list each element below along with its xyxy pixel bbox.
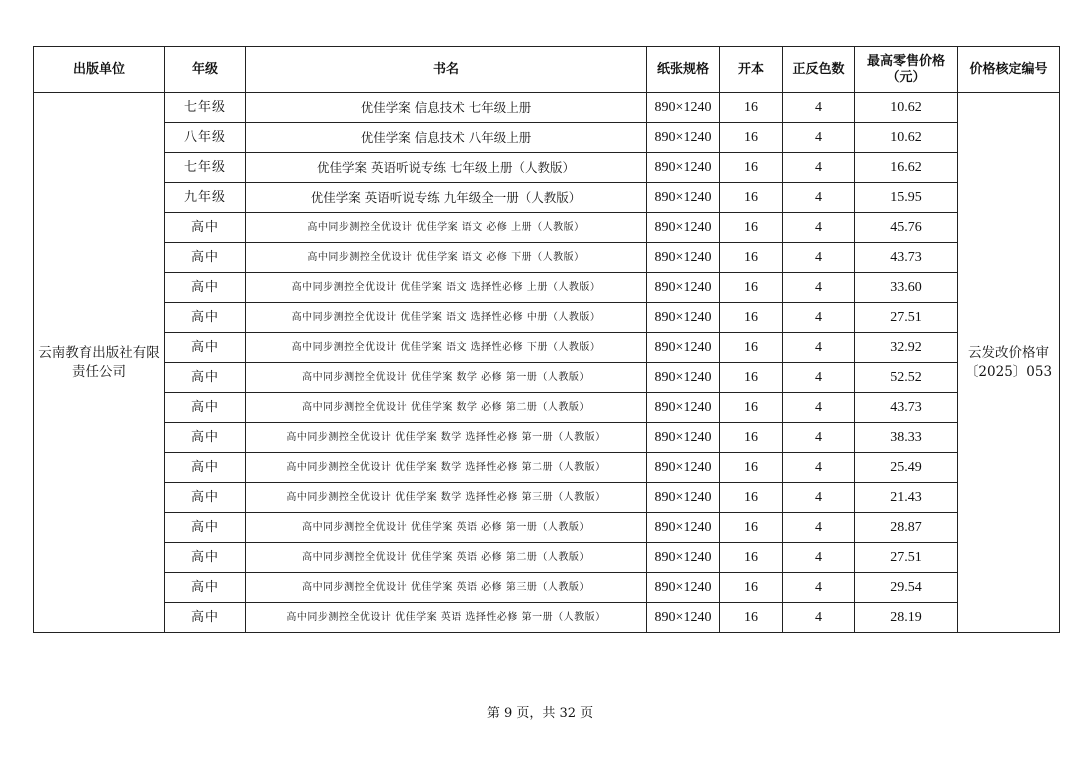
table-row — [34, 93, 1060, 123]
grade-cell: 八年级 — [165, 123, 246, 153]
paper-cell: 890×1240 — [647, 603, 720, 633]
grade-cell: 高中 — [165, 513, 246, 543]
paper-cell: 890×1240 — [647, 273, 720, 303]
price-cell: 43.73 — [855, 393, 958, 423]
grade-cell: 高中 — [165, 273, 246, 303]
table-row — [34, 213, 1060, 243]
header-format: 开本 — [720, 47, 783, 93]
colors-cell: 4 — [783, 363, 855, 393]
format-cell: 16 — [720, 123, 783, 153]
grade-cell: 高中 — [165, 303, 246, 333]
table-row — [34, 273, 1060, 303]
title-cell: 高中同步测控全优设计 优佳学案 数学 必修 第二册（人教版） — [246, 393, 647, 423]
grade-cell: 高中 — [165, 603, 246, 633]
header-price: 最高零售价格（元） — [855, 47, 958, 93]
colors-cell: 4 — [783, 573, 855, 603]
colors-cell: 4 — [783, 393, 855, 423]
title-cell: 高中同步测控全优设计 优佳学案 语文 必修 下册（人教版） — [246, 243, 647, 273]
title-cell: 优佳学案 信息技术 七年级上册 — [246, 93, 647, 123]
title-cell: 优佳学案 英语听说专练 九年级全一册（人教版） — [246, 183, 647, 213]
price-cell: 25.49 — [855, 453, 958, 483]
price-cell: 15.95 — [855, 183, 958, 213]
format-cell: 16 — [720, 603, 783, 633]
title-cell: 优佳学案 信息技术 八年级上册 — [246, 123, 647, 153]
price-cell: 33.60 — [855, 273, 958, 303]
format-cell: 16 — [720, 423, 783, 453]
colors-cell: 4 — [783, 93, 855, 123]
price-cell: 45.76 — [855, 213, 958, 243]
paper-cell: 890×1240 — [647, 453, 720, 483]
paper-cell: 890×1240 — [647, 333, 720, 363]
table-row — [34, 123, 1060, 153]
paper-cell: 890×1240 — [647, 303, 720, 333]
table-row — [34, 483, 1060, 513]
page-footer: 第 9 页，共 32 页 — [486, 706, 594, 721]
colors-cell: 4 — [783, 213, 855, 243]
paper-cell: 890×1240 — [647, 363, 720, 393]
price-cell: 27.51 — [855, 303, 958, 333]
title-cell: 高中同步测控全优设计 优佳学案 语文 选择性必修 中册（人教版） — [246, 303, 647, 333]
colors-cell: 4 — [783, 303, 855, 333]
paper-cell: 890×1240 — [647, 153, 720, 183]
title-cell: 高中同步测控全优设计 优佳学案 数学 选择性必修 第二册（人教版） — [246, 453, 647, 483]
title-cell: 高中同步测控全优设计 优佳学案 数学 选择性必修 第三册（人教版） — [246, 483, 647, 513]
paper-cell: 890×1240 — [647, 123, 720, 153]
table-row — [34, 303, 1060, 333]
paper-cell: 890×1240 — [647, 213, 720, 243]
price-cell: 38.33 — [855, 423, 958, 453]
grade-cell: 七年级 — [165, 93, 246, 123]
colors-cell: 4 — [783, 423, 855, 453]
price-cell: 10.62 — [855, 93, 958, 123]
title-cell: 高中同步测控全优设计 优佳学案 数学 必修 第一册（人教版） — [246, 363, 647, 393]
paper-cell: 890×1240 — [647, 513, 720, 543]
paper-cell: 890×1240 — [647, 423, 720, 453]
title-cell: 高中同步测控全优设计 优佳学案 语文 选择性必修 下册（人教版） — [246, 333, 647, 363]
title-cell: 高中同步测控全优设计 优佳学案 英语 选择性必修 第一册（人教版） — [246, 603, 647, 633]
price-cell: 43.73 — [855, 243, 958, 273]
header-row — [34, 47, 1060, 93]
format-cell: 16 — [720, 513, 783, 543]
grade-cell: 高中 — [165, 423, 246, 453]
grade-cell: 高中 — [165, 453, 246, 483]
table-body — [34, 93, 1060, 633]
header-approval: 价格核定编号 — [958, 47, 1060, 93]
grade-cell: 高中 — [165, 483, 246, 513]
title-cell: 高中同步测控全优设计 优佳学案 语文 必修 上册（人教版） — [246, 213, 647, 243]
table-row — [34, 363, 1060, 393]
grade-cell: 高中 — [165, 543, 246, 573]
paper-cell: 890×1240 — [647, 573, 720, 603]
header-grade: 年级 — [165, 47, 246, 93]
format-cell: 16 — [720, 453, 783, 483]
approval-cell: 云发改价格审〔2025〕053 — [958, 93, 1060, 633]
price-cell: 16.62 — [855, 153, 958, 183]
title-cell: 高中同步测控全优设计 优佳学案 英语 必修 第一册（人教版） — [246, 513, 647, 543]
grade-cell: 高中 — [165, 243, 246, 273]
table-row — [34, 513, 1060, 543]
price-cell: 27.51 — [855, 543, 958, 573]
table-row — [34, 603, 1060, 633]
format-cell: 16 — [720, 303, 783, 333]
grade-cell: 七年级 — [165, 153, 246, 183]
title-cell: 高中同步测控全优设计 优佳学案 英语 必修 第三册（人教版） — [246, 573, 647, 603]
paper-cell: 890×1240 — [647, 183, 720, 213]
paper-cell: 890×1240 — [647, 243, 720, 273]
colors-cell: 4 — [783, 513, 855, 543]
paper-cell: 890×1240 — [647, 93, 720, 123]
table-row — [34, 573, 1060, 603]
format-cell: 16 — [720, 393, 783, 423]
format-cell: 16 — [720, 213, 783, 243]
table-row — [34, 453, 1060, 483]
header-publisher: 出版单位 — [34, 47, 165, 93]
grade-cell: 高中 — [165, 393, 246, 423]
format-cell: 16 — [720, 333, 783, 363]
colors-cell: 4 — [783, 243, 855, 273]
colors-cell: 4 — [783, 483, 855, 513]
paper-cell: 890×1240 — [647, 393, 720, 423]
table-row — [34, 243, 1060, 273]
table-row — [34, 153, 1060, 183]
format-cell: 16 — [720, 573, 783, 603]
colors-cell: 4 — [783, 273, 855, 303]
price-cell: 32.92 — [855, 333, 958, 363]
price-table — [33, 46, 1060, 633]
format-cell: 16 — [720, 243, 783, 273]
header-paper: 纸张规格 — [647, 47, 720, 93]
price-cell: 10.62 — [855, 123, 958, 153]
grade-cell: 高中 — [165, 333, 246, 363]
format-cell: 16 — [720, 93, 783, 123]
format-cell: 16 — [720, 183, 783, 213]
price-cell: 28.19 — [855, 603, 958, 633]
grade-cell: 高中 — [165, 573, 246, 603]
grade-cell: 九年级 — [165, 183, 246, 213]
format-cell: 16 — [720, 543, 783, 573]
format-cell: 16 — [720, 273, 783, 303]
price-cell: 28.87 — [855, 513, 958, 543]
price-cell: 21.43 — [855, 483, 958, 513]
table-row — [34, 543, 1060, 573]
format-cell: 16 — [720, 363, 783, 393]
table-row — [34, 393, 1060, 423]
format-cell: 16 — [720, 483, 783, 513]
title-cell: 优佳学案 英语听说专练 七年级上册（人教版） — [246, 153, 647, 183]
table-row — [34, 333, 1060, 363]
colors-cell: 4 — [783, 123, 855, 153]
paper-cell: 890×1240 — [647, 543, 720, 573]
colors-cell: 4 — [783, 603, 855, 633]
colors-cell: 4 — [783, 453, 855, 483]
paper-cell: 890×1240 — [647, 483, 720, 513]
colors-cell: 4 — [783, 183, 855, 213]
colors-cell: 4 — [783, 153, 855, 183]
table-row — [34, 423, 1060, 453]
colors-cell: 4 — [783, 333, 855, 363]
colors-cell: 4 — [783, 543, 855, 573]
header-colors: 正反色数 — [783, 47, 855, 93]
grade-cell: 高中 — [165, 213, 246, 243]
header-title: 书名 — [246, 47, 647, 93]
format-cell: 16 — [720, 153, 783, 183]
table-row — [34, 183, 1060, 213]
title-cell: 高中同步测控全优设计 优佳学案 英语 必修 第二册（人教版） — [246, 543, 647, 573]
title-cell: 高中同步测控全优设计 优佳学案 数学 选择性必修 第一册（人教版） — [246, 423, 647, 453]
publisher-cell: 云南教育出版社有限责任公司 — [34, 93, 165, 633]
price-cell: 52.52 — [855, 363, 958, 393]
title-cell: 高中同步测控全优设计 优佳学案 语文 选择性必修 上册（人教版） — [246, 273, 647, 303]
grade-cell: 高中 — [165, 363, 246, 393]
price-cell: 29.54 — [855, 573, 958, 603]
